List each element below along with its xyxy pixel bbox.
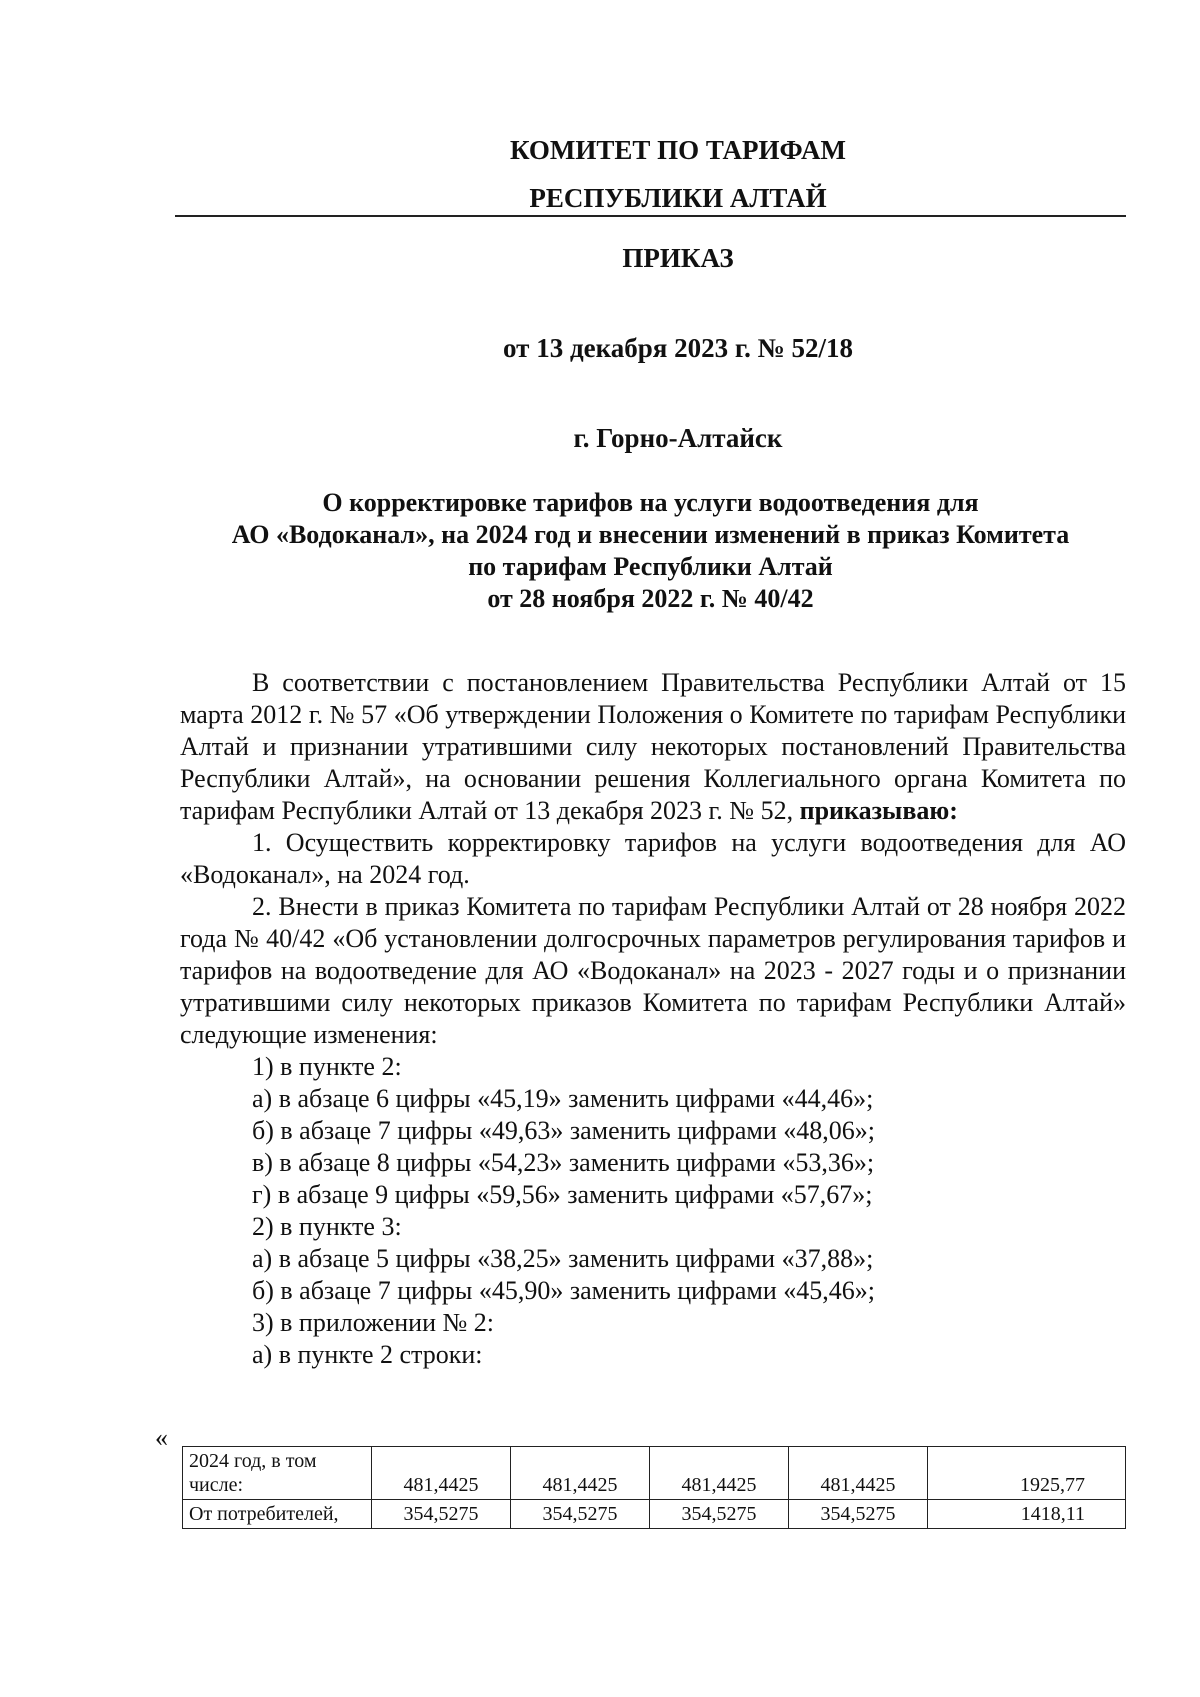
- table-cell: 481,4425: [372, 1447, 511, 1500]
- preamble-paragraph: [180, 667, 1126, 827]
- header-divider: [175, 215, 1126, 217]
- list-item: а) в абзаце 5 цифры «38,25» заменить цифрами «37,88»;: [252, 1244, 874, 1273]
- doc-title-line2: АО «Водоканал», на 2024 год и внесении изменений в приказ Комитета: [231, 520, 1070, 549]
- table-row: [183, 1500, 1126, 1529]
- doc-title: [175, 487, 1126, 615]
- preamble-order-word: приказываю:: [799, 796, 958, 825]
- table-cell-label: От потребителей,: [183, 1500, 372, 1529]
- sub-items-list: [180, 1051, 1126, 1371]
- table-cell-label: 2024 год, в том числе:: [183, 1447, 372, 1500]
- doc-body: [180, 667, 1126, 1371]
- doc-city: г. Горно-Алтайск: [573, 423, 783, 453]
- doc-type: ПРИКАЗ: [622, 243, 734, 273]
- list-item: а) в пункте 2 строки:: [252, 1340, 483, 1369]
- list-item: 3) в приложении № 2:: [252, 1308, 495, 1337]
- doc-date-number: от 13 декабря 2023 г. № 52/18: [503, 333, 853, 363]
- list-item: в) в абзаце 8 цифры «54,23» заменить цифрами «53,36»;: [252, 1148, 875, 1177]
- org-name-line1: КОМИТЕТ ПО ТАРИФАМ: [509, 135, 847, 165]
- doc-title-line1: О корректировке тарифов на услуги водоотведения для: [322, 488, 979, 517]
- list-item: б) в абзаце 7 цифры «49,63» заменить цифрами «48,06»;: [252, 1116, 875, 1145]
- table-row: [183, 1447, 1126, 1500]
- tariff-table: [182, 1446, 1126, 1529]
- table-cell: 354,5275: [511, 1500, 650, 1529]
- table-cell: 354,5275: [372, 1500, 511, 1529]
- list-item: 1) в пункте 2:: [252, 1052, 402, 1081]
- list-item: 2) в пункте 3:: [252, 1212, 402, 1241]
- doc-title-line4: от 28 ноября 2022 г. № 40/42: [487, 584, 814, 613]
- item-1: 1. Осуществить корректировку тарифов на услуги водоотведения для АО «Водоканал», на 2024 год.: [180, 828, 1126, 889]
- org-name-line2: РЕСПУБЛИКИ АЛТАЙ: [529, 183, 827, 213]
- doc-title-line3: по тарифам Республики Алтай: [468, 552, 833, 581]
- quote-open-mark: «: [155, 1423, 168, 1452]
- table-cell: 481,4425: [511, 1447, 650, 1500]
- list-item: г) в абзаце 9 цифры «59,56» заменить цифрами «57,67»;: [252, 1180, 873, 1209]
- table-cell-total: 1418,11: [928, 1500, 1126, 1529]
- table-cell: 354,5275: [650, 1500, 789, 1529]
- list-item: а) в абзаце 6 цифры «45,19» заменить цифрами «44,46»;: [252, 1084, 874, 1113]
- table-cell-total: 1925,77: [928, 1447, 1126, 1500]
- table-cell: 481,4425: [650, 1447, 789, 1500]
- table-cell: 481,4425: [789, 1447, 928, 1500]
- table-cell: 354,5275: [789, 1500, 928, 1529]
- list-item: б) в абзаце 7 цифры «45,90» заменить цифрами «45,46»;: [252, 1276, 875, 1305]
- preamble-text: В соответствии с постановлением Правительства Республики Алтай от 15 марта 2012 г. № 57 «Об утверждении Положения о Комитете по тарифам Республики Алтай и признании утратившими силу некоторых постановлений Правительства Республики Алтай», на основании решения Коллегиального органа Комитета по тарифам Республики Алтай от 13 декабря 2023 г. № 52,: [180, 668, 1126, 825]
- item-2: 2. Внести в приказ Комитета по тарифам Республики Алтай от 28 ноября 2022 года № 40/42 «Об установлении долгосрочных параметров регулирования тарифов и тарифов на водоотведение для АО «Водоканал» на 2023 - 2027 годы и о признании утратившими силу некоторых приказов Комитета по тарифам Республики Алтай» следующие изменения:: [180, 892, 1126, 1049]
